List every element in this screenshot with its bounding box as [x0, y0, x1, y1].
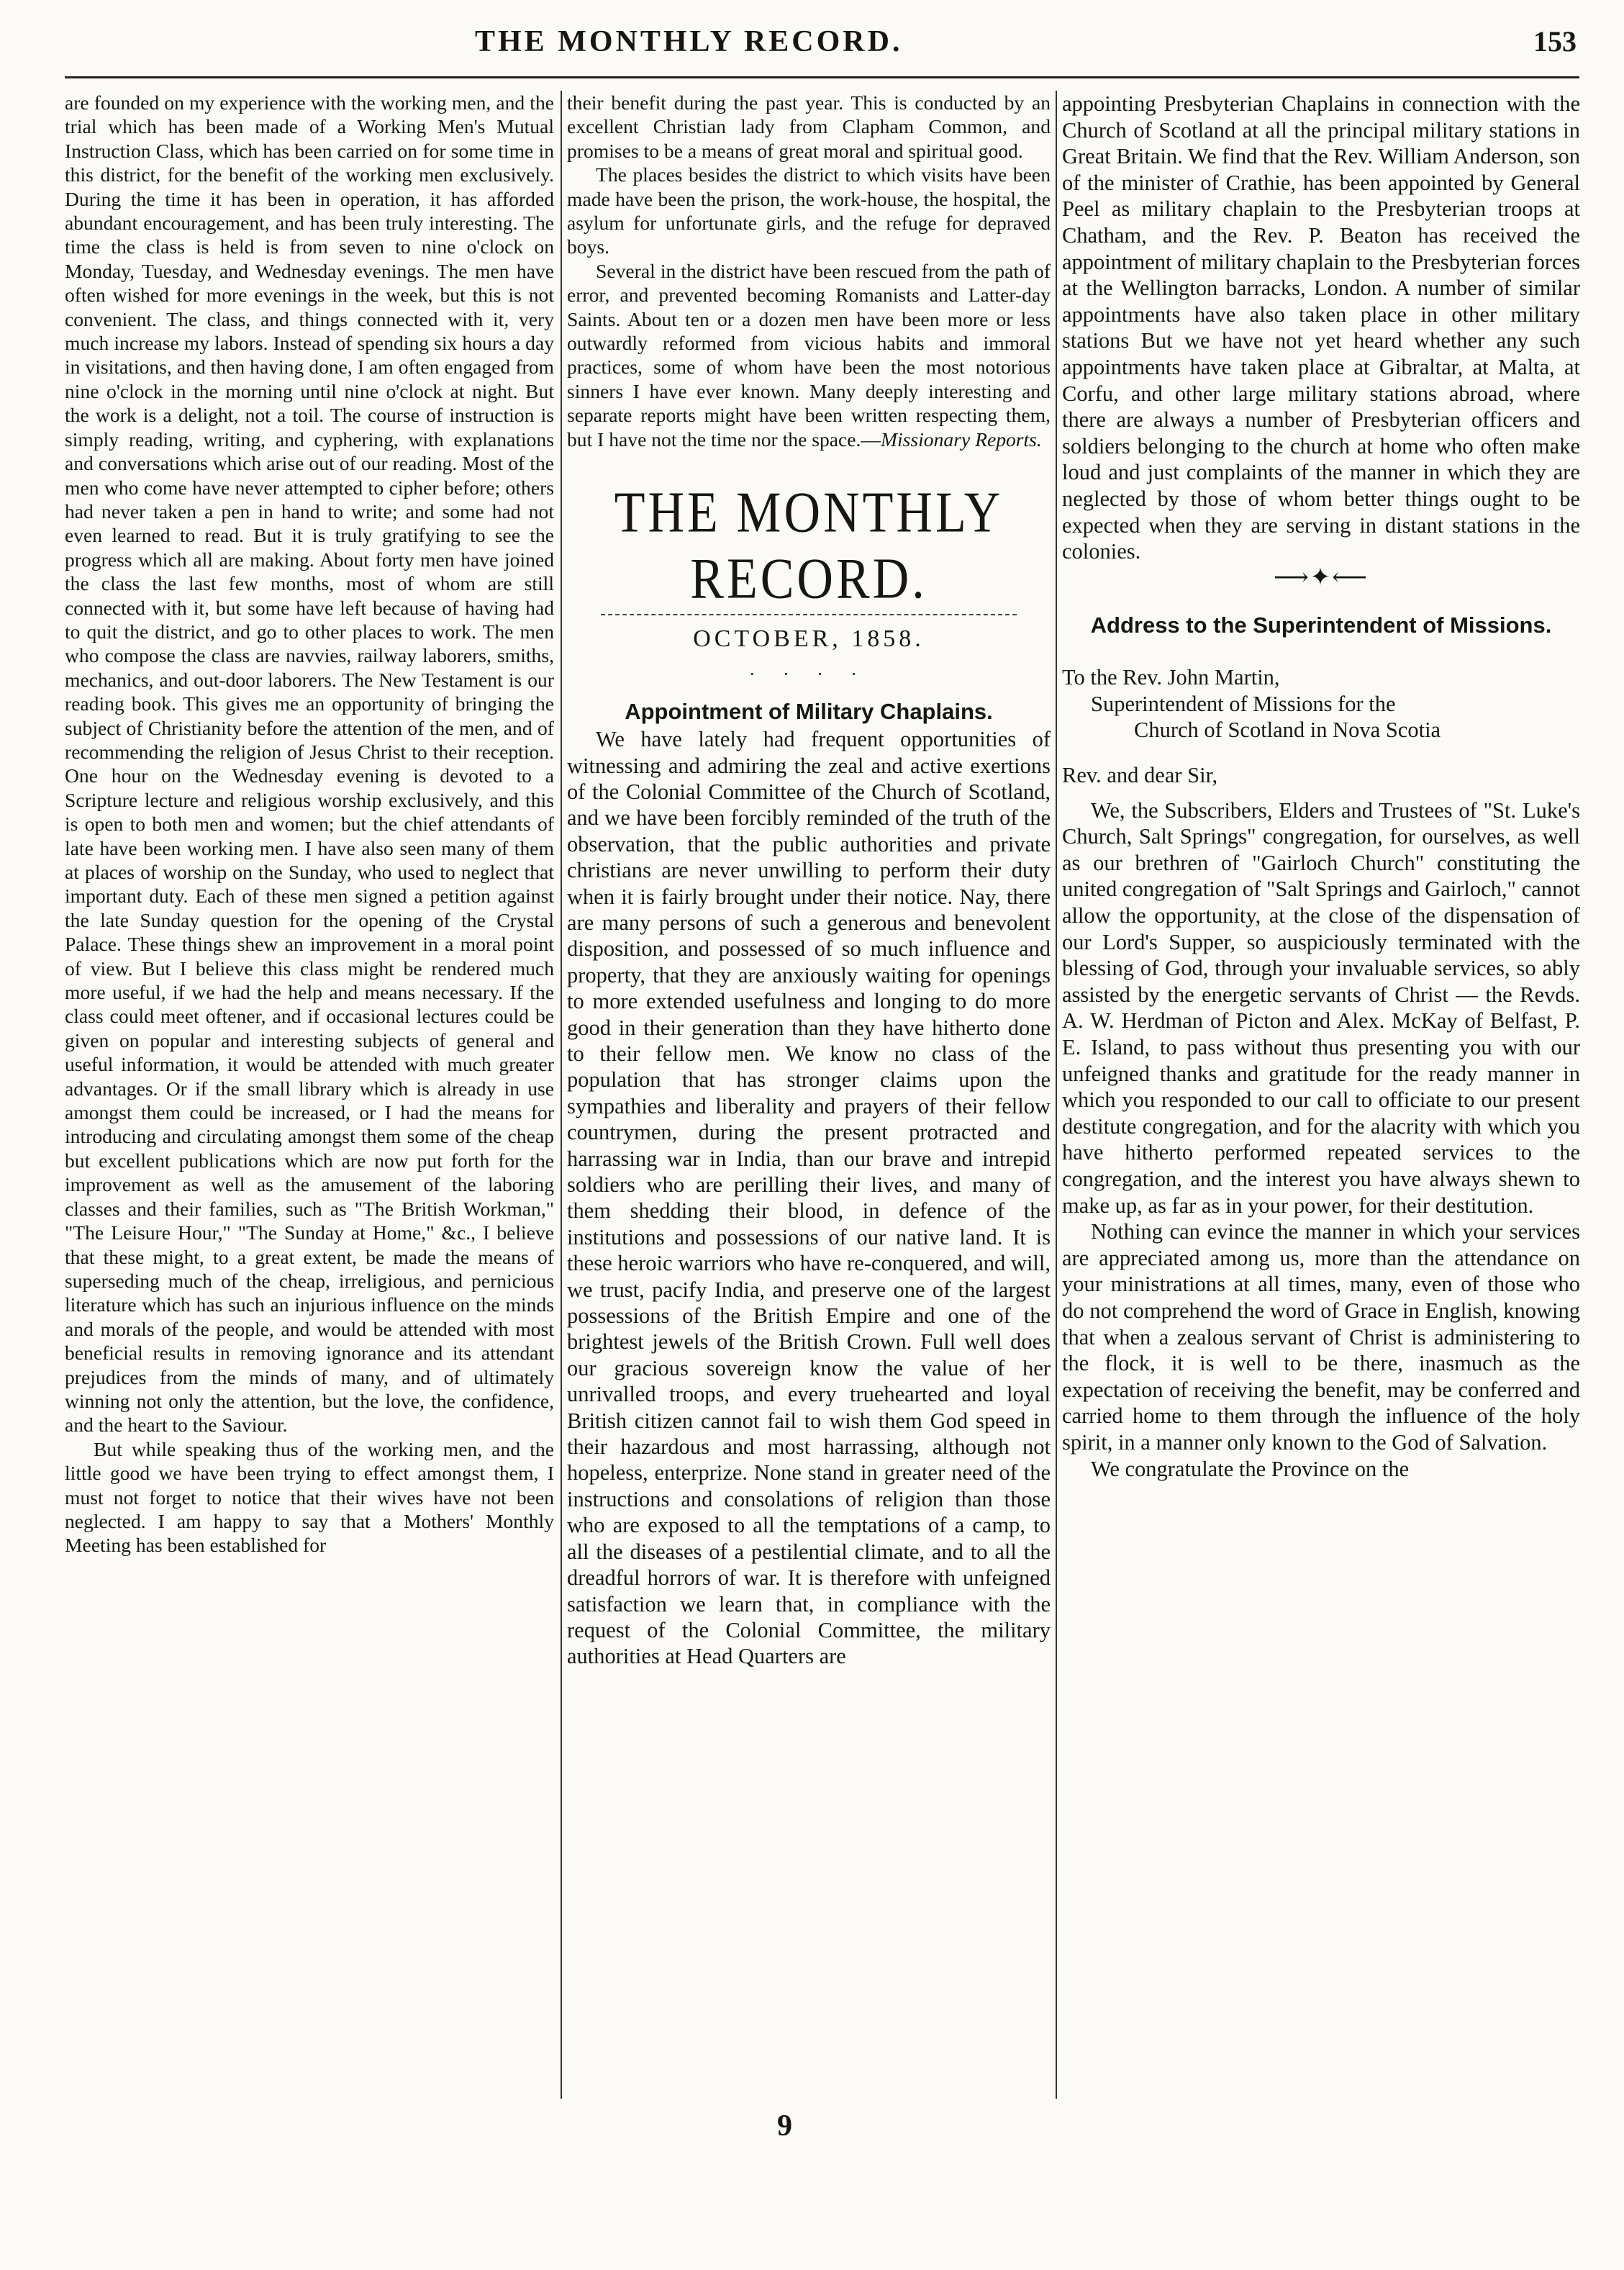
masthead: [567, 481, 1051, 685]
column-2-paragraph: their benefit during the past year. This is conducted by an excellent Christian lady from Clapham Common, and promises to be a means of great moral and spiritual good.: [567, 91, 1051, 162]
address-paragraph: Nothing can evince the manner in which your services are appreciated among us, more than the attendance on your ministrations at all times, many, even of those who do not comprehend the word of Grace in English, knowing that when a zealous servant of Christ is administering to the flock, it is well to be there, inasmuch as the expectation of receiving the benefit, may be conferred and carried home to them through the influence of the holy spirit, in a manner only known to the God of Salvation.: [1062, 1219, 1580, 1455]
ornament-divider: ⟶✦⟵: [1274, 564, 1369, 591]
masthead-date: OCTOBER, 1858.: [693, 625, 925, 653]
salutation: Rev. and dear Sir,: [1062, 763, 1218, 788]
running-title: THE MONTHLY RECORD.: [475, 25, 903, 58]
signature-mark: 9: [777, 2110, 792, 2143]
address-paragraph: We, the Subscribers, Elders and Trustees of "St. Luke's Church, Salt Springs" congregation, for ourselves, as well as our brethren of "Gairloch Church" constituting the united congregation of "Salt Springs and Gairloch," cannot allow the opportunity, at the close of the dispensation of our Lord's Supper, so auspiciously terminated with the blessing of God, through your invaluable services, so ably assisted by the energetic servants of Christ — the Revds. A. W. Herdman of Picton and Alex. McKay of Belfast, P. E. Island, to pass without thus presenting you with our unfeigned thanks and gratitude for the ready manner in which you responded to our call to officiate to our present destitute congregation, and for the alacrity with which you have hitherto performed repeated services to the congregation, and the interest you have always shewn to make up, as far as in your power, for their destitution.: [1062, 797, 1580, 1218]
column-2-paragraph: [567, 259, 1051, 451]
column-2: [567, 91, 1051, 2099]
article-paragraph: We have lately had frequent opportunities of witnessing and admiring the zeal and active exertions of the Colonial Committee of the Church of Scotland, and we have been forcibly reminded of the truth of the observation, that the public authorities and private christians are never unwilling to perform their duty when it is fairly brought under their notice. Nay, there are many persons of such a generous and benevolent disposition, and possessed of so much influence and property, that they are anxiously waiting for openings to more extended usefulness and longing to do more good in their generation than they have hitherto done to their fellow men. We know no class of the population that has stronger claims upon the sympathies and liberality and prayers of their fellow countrymen, during the present protracted and harrassing war in India, than our brave and intrepid soldiers who are perilling their lives, and many of them shedding their blood, in defence of the institutions and possessions of our native land. It is these heroic warriors who have re-conquered, and will, we trust, pacify India, and preserve one of the largest possessions of the British Empire and one of the brightest jewels of the British Crown. Full well does our gracious sovereign know the value of her unrivalled troops, and every truehearted and loyal British citizen cannot fail to wish them God speed in their hazardous and most harrassing, although not hopeless, enterprize. None stand in greater need of the instructions and consolations of religion than those who are exposed to all the temptations of a camp, to all the diseases of a pestilential climate, and to all the dreadful horrors of war. It is therefore with unfeigned satisfaction we learn that, in compliance with the request of the Colonial Committee, the military authorities at Head Quarters are: [567, 727, 1051, 1669]
masthead-rule: [601, 614, 1017, 615]
column-divider: [561, 91, 562, 2099]
source-note: Missionary Reports.: [881, 428, 1042, 451]
addressee-title-line: Superintendent of Missions for the: [1091, 691, 1396, 716]
column-3: [1062, 91, 1580, 2099]
column-1: [65, 91, 554, 2099]
header-rule: [65, 76, 1579, 78]
column-2-paragraph: The places besides the district to which visits have been made have been the prison, the work-house, the hospital, the asylum for unfortunate girls, and the refuge for depraved boys.: [567, 163, 1051, 258]
column-1-paragraph: are founded on my experience with the working men, and the trial which has been made of a Working Men's Mutual Instruction Class, which has been carried on for some time in this district, for the benefit of the working men exclusively. During the time it has been in operation, it has afforded abundant encouragement, and has been truly interesting. The time the class is held is from seven to nine o'clock on Monday, Tuesday, and Wednesday evenings. The men have often wished for more evenings in the week, but this is not convenient. The class, and things connected with it, very much increase my labors. Instead of spending six hours a day in visitations, and then having done, I am often engaged from nine o'clock in the morning until nine o'clock at night. But the work is a delight, not a toil. The course of instruction is simply reading, writing, and cyphering, with explanations and conversations which arise out of our reading. Most of the men who come have never attempted to cipher before; others had never taken a pen in hand to write; and some had not even learned to read. But it is truly gratifying to see the progress which all are making. About forty men have joined the class the last few months, most of whom are still connected with it, but some have left because of having had to quit the district, and go to other places to work. The men who compose the class are navvies, railway laborers, smiths, mechanics, and out-door laborers. The New Testament is our reading book. This gives me an opportunity of bringing the subject of Christianity before the attention of the men, and of recommending the religion of Jesus Christ to their reception. One hour on the Wednesday evening is devoted to a Scripture lecture and religious worship exclusively, and this is open to both men and women; but the chief attendants of late have been working men. I have also seen many of them at places of worship on the Sunday, who used to neglect that important duty. Each of these men signed a petition against the late Sunday question for the opening of the Crystal Palace. These things shew an improvement in a moral point of view. But I believe this class might be rendered much more useful, if we had the help and means necessary. If the class could meet oftener, and if occasional lectures could be given on popular and interesting subjects of general and useful information, it would be attended with much greater advantages. Or if the small library which is already in use amongst them could be increased, or I had the means for introducing and circulating amongst them some of the cheap but excellent publications which are now put forth for the improvement as well as the amusement of the laboring classes and their families, such as "The British Workman," "The Leisure Hour," "The Sunday at Home," &c., I believe that these might, to a great extent, be made the means of superseding much of the cheap, irreligious, and pernicious literature which has such an injurious influence on the minds and morals of the people, and would be attended with most beneficial results in removing ignorance and its attendant prejudices from the minds of many, and of ultimately winning not only the attention, but the love, the confidence, and the heart to the Saviour.: [65, 91, 554, 1437]
column-divider: [1056, 91, 1057, 2099]
article-continuation: appointing Presbyterian Chaplains in connection with the Church of Scotland at all the principal military stations in Great Britain. We find that the Rev. William Anderson, son of the minister of Crathie, has been appointed by General Peel as military chaplain to the Presbyterian troops at Chatham, and the Rev. P. Beaton has received the appointment of military chaplain to the Presbyterian forces at the Wellington barracks, London. A number of similar appointments have also taken place in other military stations But we have not yet heard whether any such appointments have taken place at Gibraltar, at Malta, at Corfu, and other large military stations abroad, where there are always a number of Presbyterian officers and soldiers belonging to the church at home who often make loud and just complaints of the manner in which they are neglected by those of whom better things ought to be expected when they are serving in distant stations in the colonies.: [1062, 91, 1580, 564]
report-text: Several in the district have been rescued from the path of error, and prevented becoming Romanists and Latter-day Saints. About ten or a dozen men have been more or less outwardly reformed from vicious habits and immoral practices, some of whom have been the most notorious sinners I have ever known. Many deeply interesting and separate reports might have been written respecting them, but I have not the time nor the space.—: [567, 259, 1051, 451]
addressee-line: To the Rev. John Martin,: [1062, 665, 1280, 690]
masthead-title: THE MONTHLY RECORD.: [614, 481, 1004, 611]
running-head: [0, 22, 1624, 65]
missionary-report-continuation: [567, 91, 1051, 451]
addressee-title-line: Church of Scotland in Nova Scotia: [1134, 718, 1441, 743]
page-number: 153: [1533, 25, 1577, 58]
address-heading: Address to the Superintendent of Missions.: [1090, 612, 1552, 638]
separator-dots: · · · ·: [748, 664, 869, 685]
military-chaplains-article: [567, 697, 1051, 1670]
column-1-paragraph: But while speaking thus of the working men, and the little good we have been trying to effect amongst them, I must not forget to notice that their wives have not been neglected. I am happy to say that a Mothers' Monthly Meeting has been established for: [65, 1437, 554, 1557]
address-paragraph: We congratulate the Province on the: [1091, 1456, 1410, 1481]
article-heading: Appointment of Military Chaplains.: [625, 699, 993, 725]
